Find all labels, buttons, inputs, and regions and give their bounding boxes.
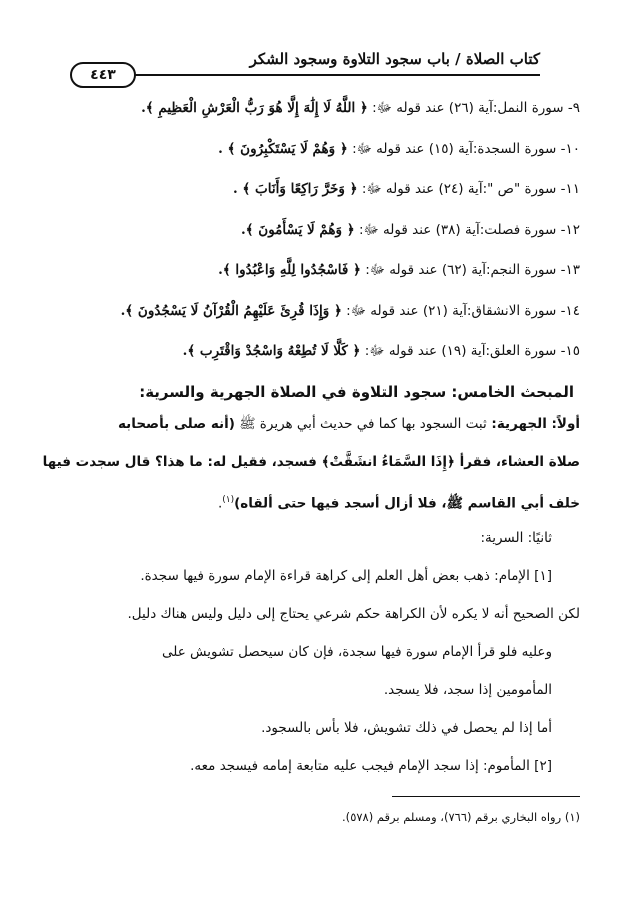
footnote-divider <box>392 796 580 797</box>
quran-quote: ﴿ وَإِذَا قُرِئَ عَلَيْهِمُ الْقُرْآنُ لَا يَسْجُدُونَ ﴾. <box>120 302 342 319</box>
verse-line: ١١- سورة "ص ":آية (٢٤) عند قوله ﷻ: ﴿ وَخَرَّ رَاكِعًا وَأَنَابَ ﴾ . <box>233 181 580 197</box>
quran-quote: ﴿ وَهُمْ لَا يَسْأَمُونَ ﴾. <box>240 221 355 238</box>
page-body <box>42 94 580 790</box>
page-header <box>70 44 540 84</box>
quran-quote: ﴿ فَاسْجُدُوا لِلَّهِ وَاعْبُدُوا ﴾. <box>218 262 361 278</box>
paragraph-line: أما إذا لم يحصل في ذلك تشويش، فلا بأس بالسجود. <box>261 719 552 736</box>
verse-line: ١٠- سورة السجدة:آية (١٥) عند قوله ﷻ: ﴿ وَهُمْ لَا يَسْتَكْبِرُونَ ﴾ . <box>218 140 580 157</box>
quran-quote: ﴿ وَهُمْ لَا يَسْتَكْبِرُونَ ﴾ . <box>218 140 348 157</box>
section-heading: المبحث الخامس: سجود التلاوة في الصلاة الجهرية والسرية: <box>139 382 574 401</box>
paragraph-line: وعليه فلو قرأ الإمام سورة فيها سجدة، فإن كان سيحصل تشويش على <box>161 643 552 660</box>
footnote-reference: (١) <box>222 494 235 505</box>
paragraph-line: خلف أبي القاسم ﷺ، فلا أزال أسجد فيها حتى ألقاه)$^{(١)}$. <box>217 494 580 511</box>
quran-quote: ﴿ اللَّهُ لَا إِلَٰهَ إِلَّا هُوَ رَبُّ الْعَرْشِ الْعَظِيمِ ﴾. <box>141 100 368 116</box>
paragraph-line: المأمومين إذا سجد، فلا يسجد. <box>383 681 552 698</box>
footnote: (١) رواه البخاري برقم (٧٦٦)، ومسلم برقم (٥٧٨). <box>342 810 580 824</box>
page-number-badge: ٤٤٣ <box>70 62 136 88</box>
verse-line: ١٣- سورة النجم:آية (٦٢) عند قوله ﷻ: ﴿ فَاسْجُدُوا لِلَّهِ وَاعْبُدُوا ﴾. <box>218 262 580 278</box>
paragraph-line: لكن الصحيح أنه لا يكره لأن الكراهة حكم شرعي يحتاج إلى دليل وليس هناك دليل. <box>127 605 580 622</box>
verse-line: ٩- سورة النمل:آية (٢٦) عند قوله ﷻ: ﴿ اللَّهُ لَا إِلَٰهَ إِلَّا هُوَ رَبُّ الْعَرْشِ الْعَظِيمِ ﴾. <box>141 100 580 116</box>
running-title: كتاب الصلاة / باب سجود التلاوة وسجود الشكر <box>249 50 540 68</box>
paragraph-line: صلاة العشاء، فقرأ ﴿إِذَا السَّمَاءُ انشَقَّتْ﴾ فسجد، فقيل له: ما هذا؟ قال سجدت فيها <box>42 453 580 470</box>
verse-line: ١٥- سورة العلق:آية (١٩) عند قوله ﷻ: ﴿ كَلَّا لَا تُطِعْهُ وَاسْجُدْ وَاقْتَرِب ﴾. <box>182 343 580 359</box>
paragraph-line: أولاً: الجهرية: ثبت السجود بها كما في حديث أبي هريرة ﷺ (أنه صلى بأصحابه <box>118 415 580 432</box>
verse-line: ١٢- سورة فصلت:آية (٣٨) عند قوله ﷻ: ﴿ وَهُمْ لَا يَسْأَمُونَ ﴾. <box>240 221 580 238</box>
label-jahriyya: أولاً: الجهرية: <box>486 415 580 432</box>
paragraph-line: [١] الإمام: ذهب بعض أهل العلم إلى كراهة قراءة الإمام سورة فيها سجدة. <box>140 567 552 584</box>
paragraph-line: [٢] المأموم: إذا سجد الإمام فيجب عليه متابعة إمامه فيسجد معه. <box>190 757 552 774</box>
paragraph-line: ثانيًا: السرية: <box>480 529 552 546</box>
quran-quote: ﴿ كَلَّا لَا تُطِعْهُ وَاسْجُدْ وَاقْتَرِب ﴾. <box>182 343 361 359</box>
header-rule <box>106 74 540 76</box>
quran-quote: ﴿ وَخَرَّ رَاكِعًا وَأَنَابَ ﴾ . <box>233 181 358 197</box>
verse-line: ١٤- سورة الانشقاق:آية (٢١) عند قوله ﷻ: ﴿ وَإِذَا قُرِئَ عَلَيْهِمُ الْقُرْآنُ لَا يَسْجُدُونَ ﴾. <box>120 302 580 319</box>
